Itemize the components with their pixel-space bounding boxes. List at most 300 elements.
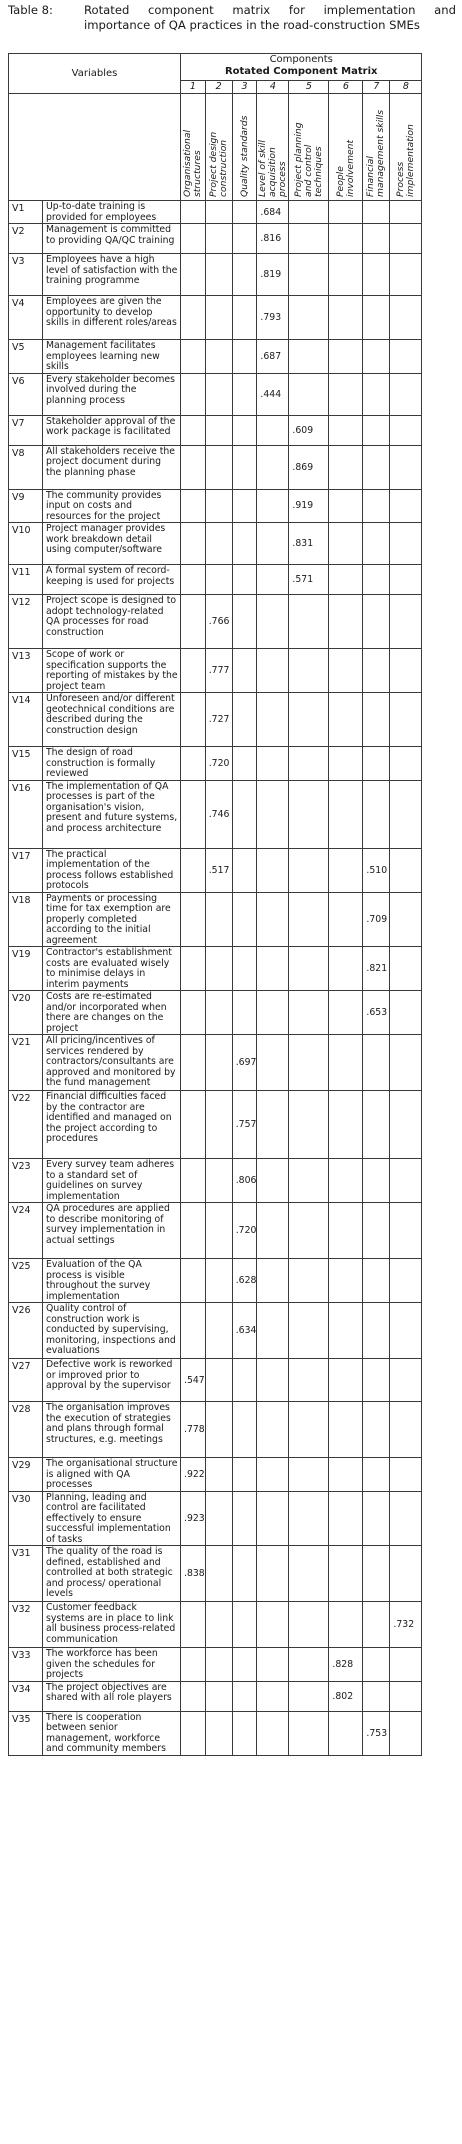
loading-cell <box>232 1546 257 1602</box>
loading-cell <box>181 1303 206 1359</box>
loading-cell: .609 <box>289 415 329 445</box>
loading-cell <box>181 415 206 445</box>
loading-cell <box>257 747 289 781</box>
loading-cell: .720 <box>205 747 232 781</box>
variable-description: Planning, leading and control are facilitated effectively to ensure successful implementation of tasks <box>43 1491 181 1546</box>
loading-cell <box>289 201 329 224</box>
loading-cell <box>205 373 232 415</box>
matrix-title: Rotated Component Matrix <box>224 66 378 77</box>
loading-cell <box>205 523 232 565</box>
loading-cell <box>181 224 206 254</box>
loading-cell <box>289 1458 329 1492</box>
loading-cell <box>257 1458 289 1492</box>
loading-cell <box>205 1602 232 1648</box>
loading-cell <box>390 747 422 781</box>
variable-id: V21 <box>9 1035 43 1091</box>
loading-cell <box>390 296 422 340</box>
loading-cell <box>289 1546 329 1602</box>
loading-cell <box>205 1491 232 1546</box>
variable-id: V3 <box>9 254 43 296</box>
table-row <box>9 489 422 523</box>
loading-cell <box>390 1458 422 1492</box>
loading-cell <box>257 565 289 595</box>
variable-id: V35 <box>9 1711 43 1755</box>
loading-cell <box>232 747 257 781</box>
loading-cell <box>363 1359 390 1402</box>
variable-description: Costs are re-estimated and/or incorporated when there are changes on the project <box>43 991 181 1035</box>
loading-cell: .547 <box>181 1359 206 1402</box>
table-row <box>9 1711 422 1755</box>
variable-description: Contractor's establishment costs are evaluated wisely to minimise delays in interim payments <box>43 947 181 991</box>
loading-cell <box>289 1681 329 1711</box>
loading-cell <box>181 747 206 781</box>
variable-description: Stakeholder approval of the work package is facilitated <box>43 415 181 445</box>
loading-cell <box>289 649 329 693</box>
loading-cell: .517 <box>205 848 232 892</box>
variable-id: V28 <box>9 1402 43 1458</box>
variable-description: Scope of work or specification supports the reporting of mistakes by the project team <box>43 649 181 693</box>
variable-id: V29 <box>9 1458 43 1492</box>
loading-cell <box>390 1681 422 1711</box>
loading-cell: .757 <box>232 1091 257 1159</box>
component-name-8 <box>390 94 422 201</box>
loading-cell <box>329 892 363 947</box>
loading-cell: .793 <box>257 296 289 340</box>
loading-cell <box>390 1711 422 1755</box>
table-row <box>9 254 422 296</box>
variable-id: V31 <box>9 1546 43 1602</box>
variable-description: Every survey team adheres to a standard set of guidelines on survey implementation <box>43 1159 181 1203</box>
table-row <box>9 565 422 595</box>
loading-cell <box>390 1546 422 1602</box>
loading-cell: .746 <box>205 780 232 848</box>
component-name-row <box>9 94 422 201</box>
loading-cell <box>205 1681 232 1711</box>
loading-cell <box>257 1203 289 1259</box>
loading-cell <box>232 201 257 224</box>
loading-cell <box>329 1402 363 1458</box>
loading-cell: .923 <box>181 1491 206 1546</box>
loading-cell <box>363 1602 390 1648</box>
loading-cell <box>289 1491 329 1546</box>
loading-cell <box>329 947 363 991</box>
component-number-1: 1 <box>181 81 206 94</box>
loading-cell: .727 <box>205 693 232 747</box>
variable-description: Financial difficulties faced by the contractor are identified and managed on the project according to procedures <box>43 1091 181 1159</box>
loading-cell <box>390 201 422 224</box>
variable-description: Employees are given the opportunity to develop skills in different roles/areas <box>43 296 181 340</box>
loading-cell <box>289 1091 329 1159</box>
loading-cell <box>390 947 422 991</box>
loading-cell <box>329 649 363 693</box>
loading-cell: .821 <box>363 947 390 991</box>
loading-cell <box>363 780 390 848</box>
loading-cell <box>205 1259 232 1303</box>
loading-cell <box>181 1159 206 1203</box>
loading-cell <box>289 296 329 340</box>
table-row <box>9 1648 422 1682</box>
loading-cell <box>390 1359 422 1402</box>
loading-cell <box>363 565 390 595</box>
loading-cell <box>181 780 206 848</box>
loading-cell <box>289 1602 329 1648</box>
loading-cell <box>390 1402 422 1458</box>
loading-cell <box>181 565 206 595</box>
loading-cell <box>329 848 363 892</box>
loading-cell <box>289 747 329 781</box>
loading-cell: .709 <box>363 892 390 947</box>
loading-cell: .922 <box>181 1458 206 1492</box>
loading-cell <box>232 1711 257 1755</box>
loading-cell <box>329 201 363 224</box>
variable-id: V10 <box>9 523 43 565</box>
loading-cell <box>257 1303 289 1359</box>
variable-description: Management is committed to providing QA/QC training <box>43 224 181 254</box>
loading-cell <box>232 523 257 565</box>
variable-description: The design of road construction is formally reviewed <box>43 747 181 781</box>
loading-cell <box>289 1402 329 1458</box>
loading-cell <box>257 1259 289 1303</box>
component-number-6: 6 <box>329 81 363 94</box>
loading-cell <box>390 224 422 254</box>
loading-cell <box>232 296 257 340</box>
loading-cell <box>363 340 390 374</box>
loading-cell <box>232 1402 257 1458</box>
loading-cell <box>363 1546 390 1602</box>
loading-cell: .819 <box>257 254 289 296</box>
loading-cell <box>289 224 329 254</box>
loading-cell <box>257 1359 289 1402</box>
loading-cell <box>363 1035 390 1091</box>
loading-cell <box>289 373 329 415</box>
loading-cell <box>181 201 206 224</box>
variable-id: V2 <box>9 224 43 254</box>
table-row <box>9 747 422 781</box>
loading-cell <box>329 1546 363 1602</box>
loading-cell <box>289 254 329 296</box>
loading-cell: .571 <box>289 565 329 595</box>
variable-id: V30 <box>9 1491 43 1546</box>
loading-cell: .831 <box>289 523 329 565</box>
variable-id: V12 <box>9 595 43 649</box>
variable-id: V5 <box>9 340 43 374</box>
component-name-3 <box>232 94 257 201</box>
loading-cell <box>289 892 329 947</box>
loading-cell <box>257 1159 289 1203</box>
component-name-1 <box>181 94 206 201</box>
loading-cell <box>329 1458 363 1492</box>
loading-cell <box>257 991 289 1035</box>
loading-cell <box>232 224 257 254</box>
loading-cell <box>363 201 390 224</box>
loading-cell <box>232 649 257 693</box>
table-row <box>9 201 422 224</box>
loading-cell <box>363 1681 390 1711</box>
table-row <box>9 1491 422 1546</box>
loading-cell <box>329 1159 363 1203</box>
loading-cell <box>181 947 206 991</box>
loading-cell <box>257 445 289 489</box>
variable-description: Customer feedback systems are in place to link all business process-related communication <box>43 1602 181 1648</box>
table-row <box>9 595 422 649</box>
variable-description: Quality control of construction work is conducted by supervising, monitoring, inspections and evaluations <box>43 1303 181 1359</box>
variable-description: The implementation of QA processes is part of the organisation's vision, present and future systems, and process architecture <box>43 780 181 848</box>
loading-cell <box>289 780 329 848</box>
component-name-label: Process implementation <box>394 124 416 197</box>
loading-cell: .634 <box>232 1303 257 1359</box>
variable-id: V34 <box>9 1681 43 1711</box>
loading-cell <box>390 1203 422 1259</box>
loading-cell <box>329 224 363 254</box>
loading-cell <box>181 1203 206 1259</box>
loading-cell: .777 <box>205 649 232 693</box>
loading-cell <box>205 1402 232 1458</box>
table-row <box>9 1458 422 1492</box>
table-row <box>9 780 422 848</box>
loading-cell <box>232 1648 257 1682</box>
loading-cell: .869 <box>289 445 329 489</box>
loading-cell <box>363 1091 390 1159</box>
table-row <box>9 340 422 374</box>
loading-cell <box>390 565 422 595</box>
loading-cell <box>390 848 422 892</box>
component-number-8: 8 <box>390 81 422 94</box>
component-name-4 <box>257 94 289 201</box>
variable-description: Unforeseen and/or different geotechnical conditions are described during the construction design <box>43 693 181 747</box>
component-name-label: Organisational structures <box>181 129 203 197</box>
loading-cell <box>232 254 257 296</box>
loading-cell <box>289 947 329 991</box>
loading-cell <box>363 1303 390 1359</box>
loading-cell <box>205 1359 232 1402</box>
loading-cell <box>181 1259 206 1303</box>
loading-cell <box>363 649 390 693</box>
variable-id: V24 <box>9 1203 43 1259</box>
loading-cell <box>363 489 390 523</box>
loading-cell <box>390 373 422 415</box>
variable-description: All stakeholders receive the project document during the planning phase <box>43 445 181 489</box>
table-row <box>9 1159 422 1203</box>
loading-cell <box>257 947 289 991</box>
loading-cell <box>390 595 422 649</box>
component-name-label: Quality standards <box>238 115 250 197</box>
variable-id: V1 <box>9 201 43 224</box>
variable-description: QA procedures are applied to describe monitoring of survey implementation in actual settings <box>43 1203 181 1259</box>
loading-cell <box>329 1035 363 1091</box>
variable-id: V6 <box>9 373 43 415</box>
loading-cell <box>205 565 232 595</box>
loading-cell <box>257 1491 289 1546</box>
loading-cell <box>390 254 422 296</box>
variable-description: Every stakeholder becomes involved during the planning process <box>43 373 181 415</box>
loading-cell <box>329 747 363 781</box>
loading-cell <box>205 1546 232 1602</box>
loading-cell <box>329 1203 363 1259</box>
loading-cell <box>390 1091 422 1159</box>
variable-id: V14 <box>9 693 43 747</box>
loading-cell <box>232 595 257 649</box>
loading-cell <box>205 947 232 991</box>
loading-cell: .806 <box>232 1159 257 1203</box>
loading-cell <box>390 340 422 374</box>
variable-description: Defective work is reworked or improved prior to approval by the supervisor <box>43 1359 181 1402</box>
loading-cell: .684 <box>257 201 289 224</box>
loading-cell <box>257 1091 289 1159</box>
loading-cell <box>329 296 363 340</box>
loading-cell <box>181 1602 206 1648</box>
rotated-component-matrix-table <box>8 53 422 1756</box>
variable-description: The organisation improves the execution of strategies and plans through formal structures, e.g. meetings <box>43 1402 181 1458</box>
loading-cell <box>232 373 257 415</box>
loading-cell <box>390 693 422 747</box>
loading-cell <box>257 892 289 947</box>
variable-id: V15 <box>9 747 43 781</box>
loading-cell <box>363 296 390 340</box>
table-row <box>9 892 422 947</box>
loading-cell <box>205 1458 232 1492</box>
variable-description: Project scope is designed to adopt technology-related QA processes for road construction <box>43 595 181 649</box>
variable-description: Evaluation of the QA process is visible throughout the survey implementation <box>43 1259 181 1303</box>
loading-cell <box>181 523 206 565</box>
loading-cell <box>329 693 363 747</box>
loading-cell <box>257 649 289 693</box>
variable-description: There is cooperation between senior management, workforce and community members <box>43 1711 181 1755</box>
variable-id: V11 <box>9 565 43 595</box>
matrix-body <box>9 201 422 1756</box>
loading-cell <box>289 693 329 747</box>
variable-description: The practical implementation of the process follows established protocols <box>43 848 181 892</box>
loading-cell <box>289 595 329 649</box>
loading-cell <box>329 445 363 489</box>
table-row <box>9 445 422 489</box>
loading-cell <box>232 340 257 374</box>
loading-cell <box>329 1491 363 1546</box>
caption-line-2: importance of QA practices in the road-construction SMEs <box>84 18 420 32</box>
variable-id: V26 <box>9 1303 43 1359</box>
loading-cell <box>205 201 232 224</box>
loading-cell <box>363 224 390 254</box>
variable-description: Up-to-date training is provided for employees <box>43 201 181 224</box>
table-row <box>9 523 422 565</box>
loading-cell <box>363 693 390 747</box>
loading-cell <box>329 373 363 415</box>
loading-cell <box>181 445 206 489</box>
loading-cell <box>232 991 257 1035</box>
loading-cell <box>329 595 363 649</box>
table-row <box>9 1546 422 1602</box>
loading-cell <box>329 1602 363 1648</box>
loading-cell <box>363 595 390 649</box>
loading-cell <box>257 1035 289 1091</box>
variable-description: Employees have a high level of satisfaction with the training programme <box>43 254 181 296</box>
table-row <box>9 1402 422 1458</box>
loading-cell <box>390 1491 422 1546</box>
variable-description: Payments or processing time for tax exemption are properly completed according to the initial agreement <box>43 892 181 947</box>
table-row <box>9 373 422 415</box>
loading-cell <box>205 445 232 489</box>
variable-id: V33 <box>9 1648 43 1682</box>
loading-cell <box>390 1259 422 1303</box>
table-row <box>9 1203 422 1259</box>
variable-id: V32 <box>9 1602 43 1648</box>
loading-cell <box>205 254 232 296</box>
loading-cell: .687 <box>257 340 289 374</box>
loading-cell <box>289 1203 329 1259</box>
loading-cell <box>232 1458 257 1492</box>
component-name-label: Project design construction <box>207 131 229 197</box>
loading-cell <box>257 1602 289 1648</box>
loading-cell <box>363 254 390 296</box>
loading-cell <box>205 1303 232 1359</box>
table-row <box>9 415 422 445</box>
loading-cell <box>232 892 257 947</box>
loading-cell <box>205 892 232 947</box>
loading-cell <box>181 991 206 1035</box>
loading-cell <box>363 445 390 489</box>
loading-cell: .816 <box>257 224 289 254</box>
loading-cell: .510 <box>363 848 390 892</box>
component-number-7: 7 <box>363 81 390 94</box>
loading-cell <box>390 1303 422 1359</box>
loading-cell <box>181 1681 206 1711</box>
variable-id: V16 <box>9 780 43 848</box>
variable-description: The community provides input on costs and resources for the project <box>43 489 181 523</box>
table-row <box>9 1359 422 1402</box>
component-number-4: 4 <box>257 81 289 94</box>
loading-cell <box>205 991 232 1035</box>
loading-cell <box>232 848 257 892</box>
loading-cell <box>289 1359 329 1402</box>
table-row <box>9 224 422 254</box>
variable-id: V13 <box>9 649 43 693</box>
component-number-2: 2 <box>205 81 232 94</box>
component-name-6 <box>329 94 363 201</box>
loading-cell <box>329 415 363 445</box>
loading-cell <box>205 296 232 340</box>
variable-description: Management facilitates employees learning new skills <box>43 340 181 374</box>
loading-cell <box>289 1259 329 1303</box>
variable-id: V9 <box>9 489 43 523</box>
loading-cell <box>390 780 422 848</box>
loading-cell <box>257 595 289 649</box>
loading-cell <box>363 1259 390 1303</box>
loading-cell <box>232 947 257 991</box>
loading-cell <box>257 1648 289 1682</box>
loading-cell <box>205 1091 232 1159</box>
variable-description: The project objectives are shared with all role players <box>43 1681 181 1711</box>
loading-cell <box>232 1681 257 1711</box>
loading-cell <box>205 1648 232 1682</box>
variable-description: Project manager provides work breakdown detail using computer/software <box>43 523 181 565</box>
loading-cell <box>257 489 289 523</box>
variable-id: V27 <box>9 1359 43 1402</box>
component-name-label: People involvement <box>334 139 356 197</box>
table-row <box>9 947 422 991</box>
loading-cell <box>232 489 257 523</box>
loading-cell: .732 <box>390 1602 422 1648</box>
loading-cell <box>205 1711 232 1755</box>
loading-cell <box>181 892 206 947</box>
loading-cell: .778 <box>181 1402 206 1458</box>
loading-cell <box>390 415 422 445</box>
components-title: Components <box>269 54 333 65</box>
variables-header: Variables <box>9 54 181 94</box>
loading-cell <box>232 1491 257 1546</box>
loading-cell <box>390 523 422 565</box>
variable-description: A formal system of record-keeping is used for projects <box>43 565 181 595</box>
loading-cell <box>232 1602 257 1648</box>
loading-cell <box>205 489 232 523</box>
